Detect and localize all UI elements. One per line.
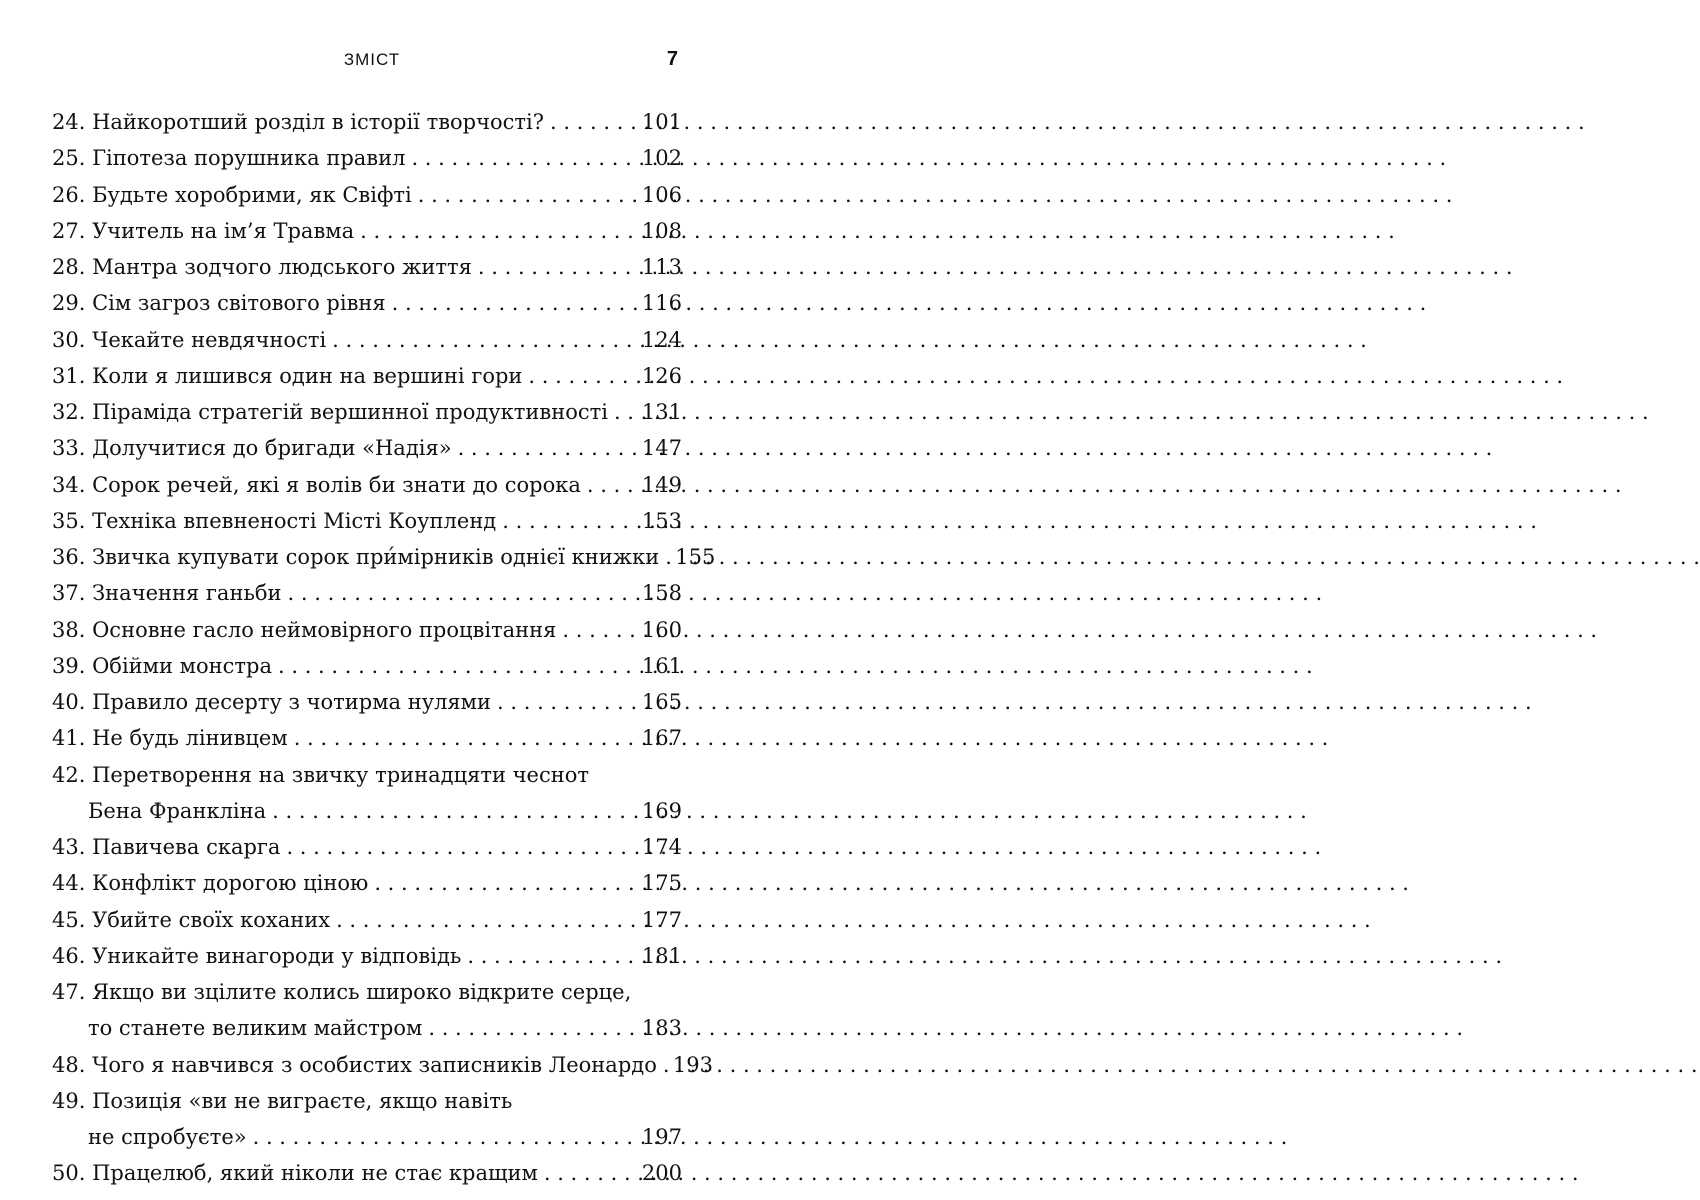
- toc-entry: [52, 829, 682, 865]
- toc-entry-page: 174: [641, 835, 682, 859]
- running-head: [0, 48, 744, 74]
- toc-entry-title: Долучитися до бригади «Надія»: [92, 436, 452, 461]
- dot-leader: [478, 249, 640, 285]
- toc-entry-title-continued: не спробуєте»: [88, 1125, 247, 1149]
- toc-entry-line: [52, 104, 682, 140]
- toc-entry-line: [52, 430, 682, 466]
- toc-entry-page: 147: [641, 436, 682, 461]
- dot-leader: [502, 503, 640, 539]
- toc-entry: [52, 648, 682, 684]
- toc-entry-line: [52, 322, 682, 358]
- toc-entry-page: 155: [675, 545, 716, 569]
- toc-entry-number: 45.: [52, 907, 86, 932]
- toc-entry-page: 116: [641, 291, 682, 316]
- toc-entry: [52, 467, 682, 503]
- toc-entry-number: 47.: [52, 980, 86, 1004]
- dot-leader: [278, 648, 640, 684]
- toc-entry-title-continued: Бена Франкліна: [88, 798, 267, 823]
- toc-entry-line: [52, 684, 682, 720]
- dot-leader: [614, 394, 640, 430]
- toc-entry-title: Будьте хоробрими, як Свіфті: [92, 182, 412, 207]
- toc-entry: [52, 177, 682, 213]
- toc-entry-line: [52, 793, 682, 829]
- toc-entry: [52, 575, 682, 611]
- book-page: [0, 0, 744, 1200]
- toc-entry-title: Обійми монстра: [92, 653, 272, 678]
- toc-entry-number: 41.: [52, 726, 86, 751]
- toc-entry-page: 126: [641, 363, 682, 388]
- toc-entry-title: Сорок речей, які я волів би знати до сорока: [92, 472, 581, 497]
- dot-leader: [544, 1155, 640, 1191]
- dot-leader: [665, 539, 673, 575]
- toc-entry-line: [52, 902, 682, 938]
- dot-leader: [458, 430, 640, 466]
- toc-entry-title: Найкоротший розділ в історії творчості?: [92, 110, 544, 134]
- toc-entry-page: 131: [641, 400, 682, 424]
- toc-entry-line: [52, 938, 682, 974]
- toc-entry-title: Позиція «ви не виграєте, якщо навіть: [92, 1088, 513, 1113]
- dot-leader: [272, 793, 640, 829]
- toc-entry-page: 101: [641, 110, 682, 134]
- toc-entry-title: Сім загроз світового рівня: [92, 291, 386, 316]
- toc-entry-line: [52, 648, 682, 684]
- toc-entry-line: [52, 1047, 713, 1083]
- toc-entry: [52, 213, 682, 249]
- toc-entry-title: Коли я лишився один на вершині гори: [92, 363, 523, 388]
- toc-entry: [52, 720, 682, 756]
- toc-entry-number: 39.: [52, 653, 86, 678]
- toc-entry-line: [52, 213, 682, 249]
- toc-entry: [52, 757, 682, 830]
- toc-entry-page: 153: [641, 508, 682, 533]
- section-title: ЗМІСТ: [343, 50, 401, 69]
- toc-entry-page: 106: [641, 182, 682, 207]
- toc-entry-line: [52, 503, 682, 539]
- toc-entry-line: [52, 757, 682, 793]
- toc-entry-page: 177: [641, 907, 682, 932]
- toc-entry-title: Працелюб, який ніколи не стає кращим: [92, 1161, 538, 1186]
- toc-entry-line: [52, 467, 682, 503]
- toc-entry-page: 197: [641, 1125, 682, 1149]
- toc-entry-number: 46.: [52, 943, 86, 968]
- dot-leader: [336, 902, 640, 938]
- dot-leader: [663, 1047, 671, 1083]
- toc-entry-line: [52, 177, 682, 213]
- toc-entry-page: 113: [641, 255, 682, 279]
- dot-leader: [253, 1119, 640, 1155]
- toc-entry-number: 29.: [52, 291, 86, 316]
- toc-entry-line: [52, 612, 682, 648]
- toc-entry-line: [52, 358, 682, 394]
- toc-entry-page: 200: [641, 1161, 682, 1186]
- toc-entry-number: 25.: [52, 146, 86, 171]
- toc-entry-page: 165: [641, 690, 682, 714]
- toc-entry: [52, 394, 682, 430]
- toc-entry-number: 40.: [52, 690, 86, 714]
- toc-entry-title: Чого я навчився з особистих записників Леонардо: [92, 1052, 657, 1077]
- toc-entry-title: Чекайте невдячності: [92, 327, 327, 352]
- toc-entry-title: Убийте своїх коханих: [92, 907, 331, 932]
- toc-entry-title: Техніка впевненості Місті Коупленд: [92, 508, 497, 533]
- dot-leader: [374, 865, 640, 901]
- toc-entry-page: 124: [641, 327, 682, 352]
- dot-leader: [550, 104, 640, 140]
- toc-entry-page: 169: [641, 798, 682, 823]
- toc-entry-title-continued: то станете великим майстром: [88, 1016, 423, 1041]
- dot-leader: [332, 322, 640, 358]
- toc-entry: [52, 358, 682, 394]
- dot-leader: [467, 938, 640, 974]
- toc-entry-number: 27.: [52, 218, 86, 243]
- toc-entry-page: 160: [641, 617, 682, 642]
- toc-entry: [52, 865, 682, 901]
- toc-entry-title: Конфлікт дорогою ціною: [92, 871, 369, 896]
- toc-entry-page: 158: [641, 581, 682, 606]
- toc-entry-line: [52, 140, 682, 176]
- toc-entry-number: 49.: [52, 1088, 86, 1113]
- toc-entry-line: [52, 1010, 682, 1046]
- dot-leader: [418, 177, 640, 213]
- toc-entry-number: 44.: [52, 871, 86, 896]
- table-of-contents: [52, 104, 716, 1192]
- toc-entry-title: Якщо ви зцілите колись широко відкрите серце,: [92, 980, 632, 1004]
- toc-entry: [52, 974, 682, 1047]
- toc-entry-number: 35.: [52, 508, 86, 533]
- dot-leader: [497, 684, 640, 720]
- toc-entry-number: 42.: [52, 762, 86, 787]
- toc-entry-line: [52, 829, 682, 865]
- toc-entry-page: 149: [641, 472, 682, 497]
- dot-leader: [587, 467, 640, 503]
- toc-entry-number: 31.: [52, 363, 86, 388]
- toc-entry-line: [52, 865, 682, 901]
- toc-entry-title: Мантра зодчого людського життя: [92, 255, 472, 279]
- toc-entry-title: Значення ганьби: [92, 581, 282, 606]
- toc-entry: [52, 938, 682, 974]
- toc-entry: [52, 1083, 682, 1156]
- toc-entry: [52, 503, 682, 539]
- toc-entry-title: Звичка купувати сорок при́мірників однієї книжки: [92, 545, 660, 569]
- toc-entry-line: [52, 1119, 682, 1155]
- toc-entry-line: [52, 575, 682, 611]
- toc-entry-number: 30.: [52, 327, 86, 352]
- dot-leader: [411, 140, 639, 176]
- toc-entry-number: 24.: [52, 110, 86, 134]
- toc-entry: [52, 322, 682, 358]
- toc-entry: [52, 1155, 682, 1191]
- dot-leader: [286, 829, 639, 865]
- dot-leader: [562, 612, 639, 648]
- toc-entry-number: 37.: [52, 581, 86, 606]
- toc-entry-line: [52, 394, 682, 430]
- toc-entry: [52, 684, 682, 720]
- toc-entry: [52, 1047, 713, 1083]
- toc-entry-number: 26.: [52, 182, 86, 207]
- toc-entry-title: Уникайте винагороди у відповідь: [92, 943, 462, 968]
- toc-entry-number: 43.: [52, 835, 86, 859]
- toc-entry-line: [52, 249, 682, 285]
- toc-entry-line: [52, 285, 682, 321]
- toc-entry-number: 50.: [52, 1161, 86, 1186]
- toc-entry-title: Павичева скарга: [92, 835, 281, 859]
- toc-entry-line: [52, 720, 682, 756]
- dot-leader: [360, 213, 640, 249]
- toc-entry-page: 183: [641, 1016, 682, 1041]
- toc-entry-line: [52, 1155, 682, 1191]
- toc-entry-line: [52, 974, 682, 1010]
- toc-entry-number: 33.: [52, 436, 86, 461]
- toc-entry-title: Учитель на ім’я Травма: [92, 218, 355, 243]
- toc-entry-page: 161: [641, 653, 682, 678]
- toc-entry: [52, 249, 682, 285]
- toc-entry-number: 32.: [52, 400, 86, 424]
- toc-entry: [52, 104, 682, 140]
- toc-entry: [52, 285, 682, 321]
- toc-entry-title: Гіпотеза порушника правил: [92, 146, 406, 171]
- toc-entry-number: 28.: [52, 255, 86, 279]
- toc-entry-title: Перетворення на звичку тринадцяти чеснот: [92, 762, 589, 787]
- toc-entry-number: 48.: [52, 1052, 86, 1077]
- toc-entry-number: 36.: [52, 545, 86, 569]
- page-number: 7: [666, 48, 678, 70]
- toc-entry-line: [52, 1083, 682, 1119]
- toc-entry: [52, 539, 716, 575]
- dot-leader: [294, 720, 640, 756]
- toc-entry-page: 181: [641, 943, 682, 968]
- toc-entry-number: 38.: [52, 617, 86, 642]
- toc-entry-number: 34.: [52, 472, 86, 497]
- dot-leader: [528, 358, 639, 394]
- toc-entry-title: Не будь лінивцем: [92, 726, 288, 751]
- toc-entry: [52, 902, 682, 938]
- toc-entry-title: Правило десерту з чотирма нулями: [92, 690, 492, 714]
- toc-entry: [52, 612, 682, 648]
- toc-entry-title: Основне гасло неймовірного процвітання: [92, 617, 557, 642]
- toc-entry: [52, 140, 682, 176]
- dot-leader: [288, 575, 640, 611]
- toc-entry-page: 193: [672, 1052, 713, 1077]
- toc-entry-line: [52, 539, 716, 575]
- toc-entry-page: 167: [641, 726, 682, 751]
- toc-entry-page: 108: [641, 218, 682, 243]
- toc-entry-title: Піраміда стратегій вершинної продуктивності: [92, 400, 608, 424]
- toc-entry: [52, 430, 682, 466]
- toc-entry-page: 102: [641, 146, 682, 171]
- toc-entry-page: 175: [641, 871, 682, 896]
- dot-leader: [392, 285, 640, 321]
- dot-leader: [428, 1010, 640, 1046]
